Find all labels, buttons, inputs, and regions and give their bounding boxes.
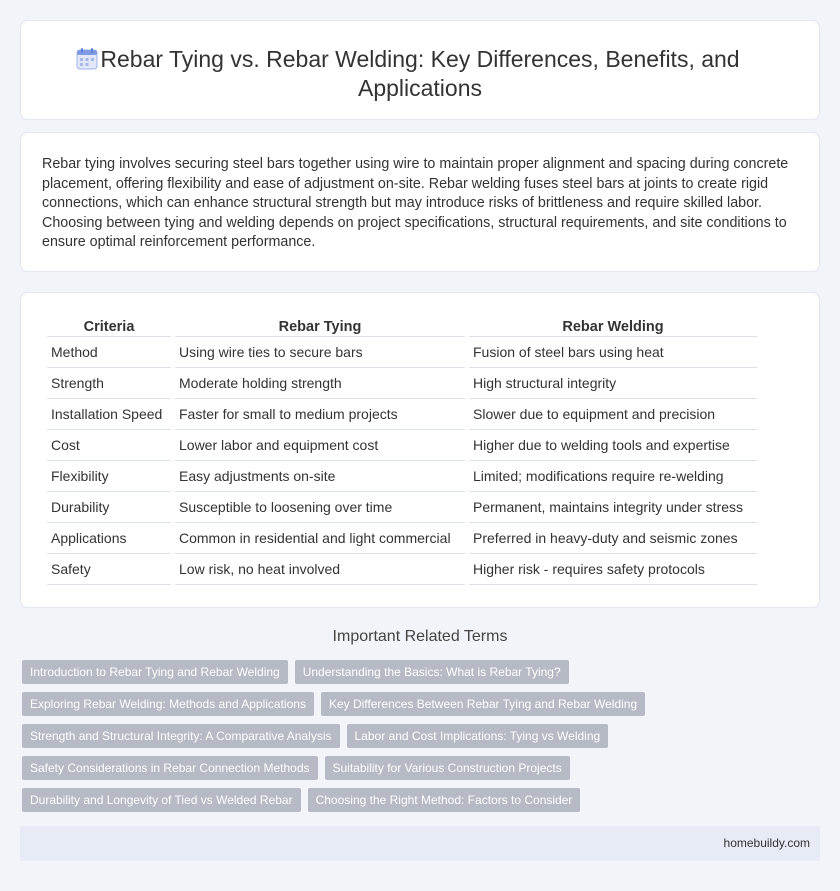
comparison-table <box>43 315 761 585</box>
related-term-tag[interactable]: Safety Considerations in Rebar Connection Methods <box>22 756 318 780</box>
table-row <box>47 523 757 554</box>
tag-row <box>22 788 802 812</box>
table-cell: Using wire ties to secure bars <box>175 337 465 368</box>
related-term-tag[interactable]: Labor and Cost Implications: Tying vs Welding <box>347 724 609 748</box>
table-cell: Lower labor and equipment cost <box>175 430 465 461</box>
table-cell: Higher due to welding tools and expertise <box>469 430 757 461</box>
tag-row <box>22 756 802 780</box>
related-term-tag[interactable]: Durability and Longevity of Tied vs Welded Rebar <box>22 788 301 812</box>
table-cell: Limited; modifications require re-welding <box>469 461 757 492</box>
table-cell: Common in residential and light commercial <box>175 523 465 554</box>
table-cell: Fusion of steel bars using heat <box>469 337 757 368</box>
table-cell: Method <box>47 337 171 368</box>
table-row <box>47 554 757 585</box>
related-term-tag[interactable]: Understanding the Basics: What is Rebar Tying? <box>295 660 569 684</box>
table-cell: Higher risk - requires safety protocols <box>469 554 757 585</box>
tag-row <box>22 724 802 748</box>
header-criteria: Criteria <box>47 315 171 337</box>
header-rebar-welding: Rebar Welding <box>469 315 757 337</box>
table-cell: Faster for small to medium projects <box>175 399 465 430</box>
footer-bar <box>20 826 820 861</box>
intro-card <box>20 132 820 272</box>
table-cell: Installation Speed <box>47 399 171 430</box>
intro-paragraph: Rebar tying involves securing steel bars together using wire to maintain proper alignment and spacing during concrete placement, offering flexibility and ease of adjustment on-site. Rebar welding fuses steel bars at joints to create rigid connections, which can enhance structural strength but may introduce risks of brittleness and require skilled labor. Choosing between tying and welding depends on project specifications, structural requirements, and site conditions to ensure optimal reinforcement performance. <box>42 156 789 250</box>
table-cell: Easy adjustments on-site <box>175 461 465 492</box>
related-term-tag[interactable]: Exploring Rebar Welding: Methods and Applications <box>22 692 314 716</box>
table-cell: Applications <box>47 523 171 554</box>
table-row <box>47 430 757 461</box>
table-cell: Low risk, no heat involved <box>175 554 465 585</box>
table-cell: Durability <box>47 492 171 523</box>
table-cell: Flexibility <box>47 461 171 492</box>
comparison-card <box>20 292 820 608</box>
header-rebar-tying: Rebar Tying <box>175 315 465 337</box>
related-term-tag[interactable]: Choosing the Right Method: Factors to Consider <box>308 788 581 812</box>
related-terms-list <box>22 660 802 820</box>
title-card <box>20 20 820 120</box>
table-cell: Susceptible to loosening over time <box>175 492 465 523</box>
table-cell: High structural integrity <box>469 368 757 399</box>
table-cell: Permanent, maintains integrity under stress <box>469 492 757 523</box>
table-cell: Preferred in heavy-duty and seismic zones <box>469 523 757 554</box>
related-term-tag[interactable]: Strength and Structural Integrity: A Comparative Analysis <box>22 724 340 748</box>
table-row <box>47 337 757 368</box>
table-row <box>47 492 757 523</box>
page-title: Rebar Tying vs. Rebar Welding: Key Differences, Benefits, and Applications <box>100 46 740 101</box>
related-term-tag[interactable]: Key Differences Between Rebar Tying and Rebar Welding <box>321 692 645 716</box>
table-header-row <box>47 315 757 337</box>
tag-row <box>22 660 802 684</box>
table-cell: Slower due to equipment and precision <box>469 399 757 430</box>
table-cell: Safety <box>47 554 171 585</box>
table-cell: Cost <box>47 430 171 461</box>
related-term-tag[interactable]: Suitability for Various Construction Projects <box>325 756 570 780</box>
table-row <box>47 368 757 399</box>
table-row <box>47 399 757 430</box>
related-terms-heading: Important Related Terms <box>332 628 508 645</box>
table-cell: Strength <box>47 368 171 399</box>
footer-site-link[interactable]: homebuildy.com <box>723 836 810 850</box>
table-row <box>47 461 757 492</box>
tag-row <box>22 692 802 716</box>
related-term-tag[interactable]: Introduction to Rebar Tying and Rebar Welding <box>22 660 288 684</box>
table-cell: Moderate holding strength <box>175 368 465 399</box>
